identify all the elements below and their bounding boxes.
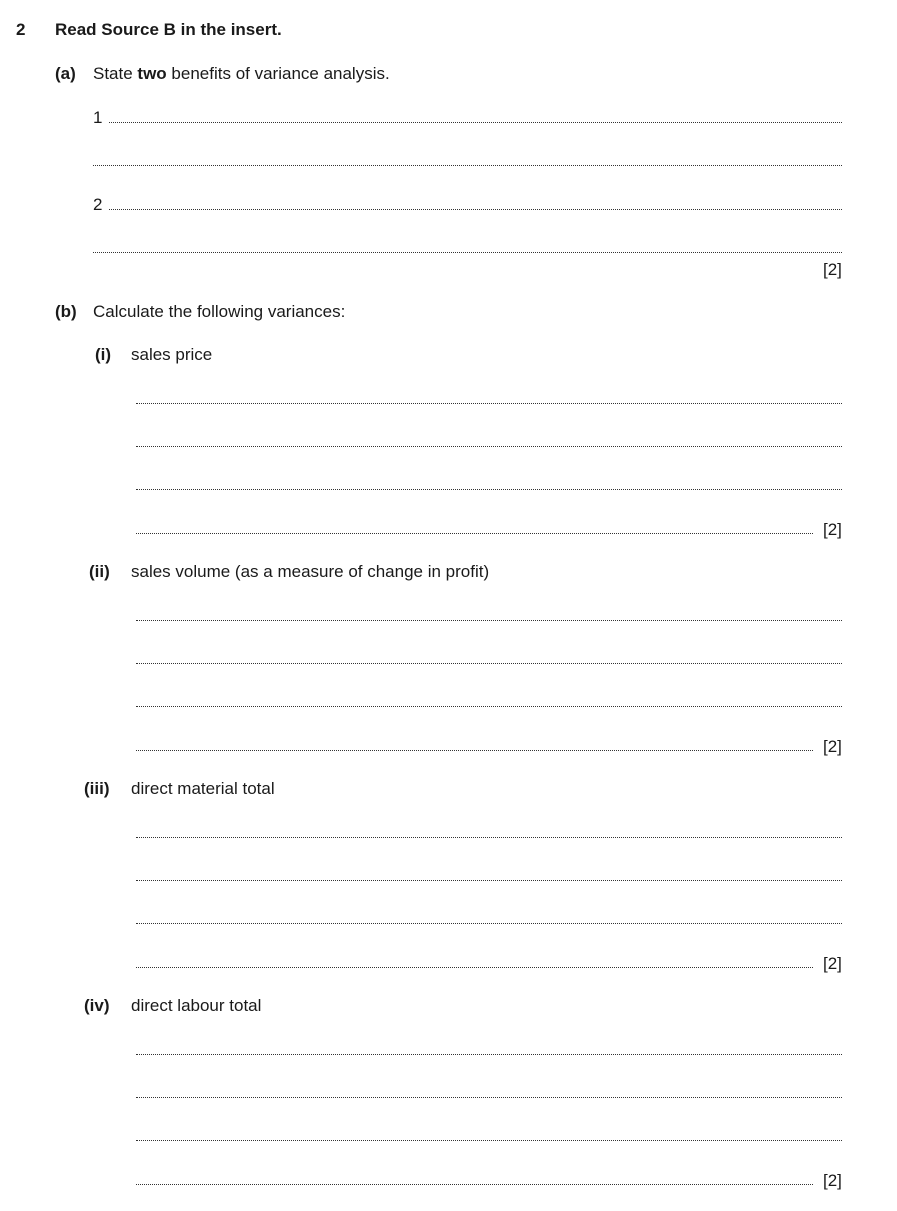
subpart-ii-text: sales volume (as a measure of change in profit) <box>131 562 490 581</box>
question-instruction: Read Source B in the insert. <box>55 20 282 39</box>
marks-iii: [2] <box>823 954 842 973</box>
subpart-iii-label: (iii) <box>84 779 110 798</box>
subpart-iii-text: direct material total <box>131 779 275 798</box>
answer-line-ii4[interactable] <box>136 750 813 751</box>
subpart-i-text: sales price <box>131 345 213 364</box>
marks-iv: [2] <box>823 1171 842 1190</box>
answer-number-1: 1 <box>93 108 103 127</box>
part-a-prompt-end: benefits of variance analysis. <box>166 64 390 83</box>
answer-line-a4[interactable] <box>93 252 842 253</box>
part-a-label: (a) <box>55 64 76 83</box>
answer-line-a3[interactable] <box>109 209 842 210</box>
marks-i: [2] <box>823 520 842 539</box>
answer-line-a2[interactable] <box>93 165 842 166</box>
subpart-iv-label: (iv) <box>84 996 110 1015</box>
answer-line-a1[interactable] <box>109 122 842 123</box>
part-a-prompt-start: State <box>93 64 138 83</box>
answer-line-iv2[interactable] <box>136 1097 842 1098</box>
answer-line-iv1[interactable] <box>136 1054 842 1055</box>
marks-ii: [2] <box>823 737 842 756</box>
marks-a: [2] <box>823 260 842 279</box>
answer-number-2: 2 <box>93 195 103 214</box>
subpart-iv-text: direct labour total <box>131 996 262 1015</box>
part-a-prompt-bold: two <box>137 64 167 83</box>
answer-line-ii1[interactable] <box>136 620 842 621</box>
subpart-ii-label: (ii) <box>89 562 110 581</box>
answer-line-iv3[interactable] <box>136 1140 842 1141</box>
answer-line-iii4[interactable] <box>136 967 813 968</box>
answer-line-iii1[interactable] <box>136 837 842 838</box>
answer-line-i3[interactable] <box>136 489 842 490</box>
answer-line-i1[interactable] <box>136 403 842 404</box>
part-b-prompt: Calculate the following variances: <box>93 302 346 321</box>
question-number: 2 <box>16 20 26 39</box>
answer-line-ii2[interactable] <box>136 663 842 664</box>
part-a-prompt <box>93 64 390 84</box>
answer-line-i4[interactable] <box>136 533 813 534</box>
part-b-label: (b) <box>55 302 77 321</box>
answer-line-iii2[interactable] <box>136 880 842 881</box>
answer-line-i2[interactable] <box>136 446 842 447</box>
answer-line-iv4[interactable] <box>136 1184 813 1185</box>
answer-line-ii3[interactable] <box>136 706 842 707</box>
answer-line-iii3[interactable] <box>136 923 842 924</box>
subpart-i-label: (i) <box>95 345 112 364</box>
